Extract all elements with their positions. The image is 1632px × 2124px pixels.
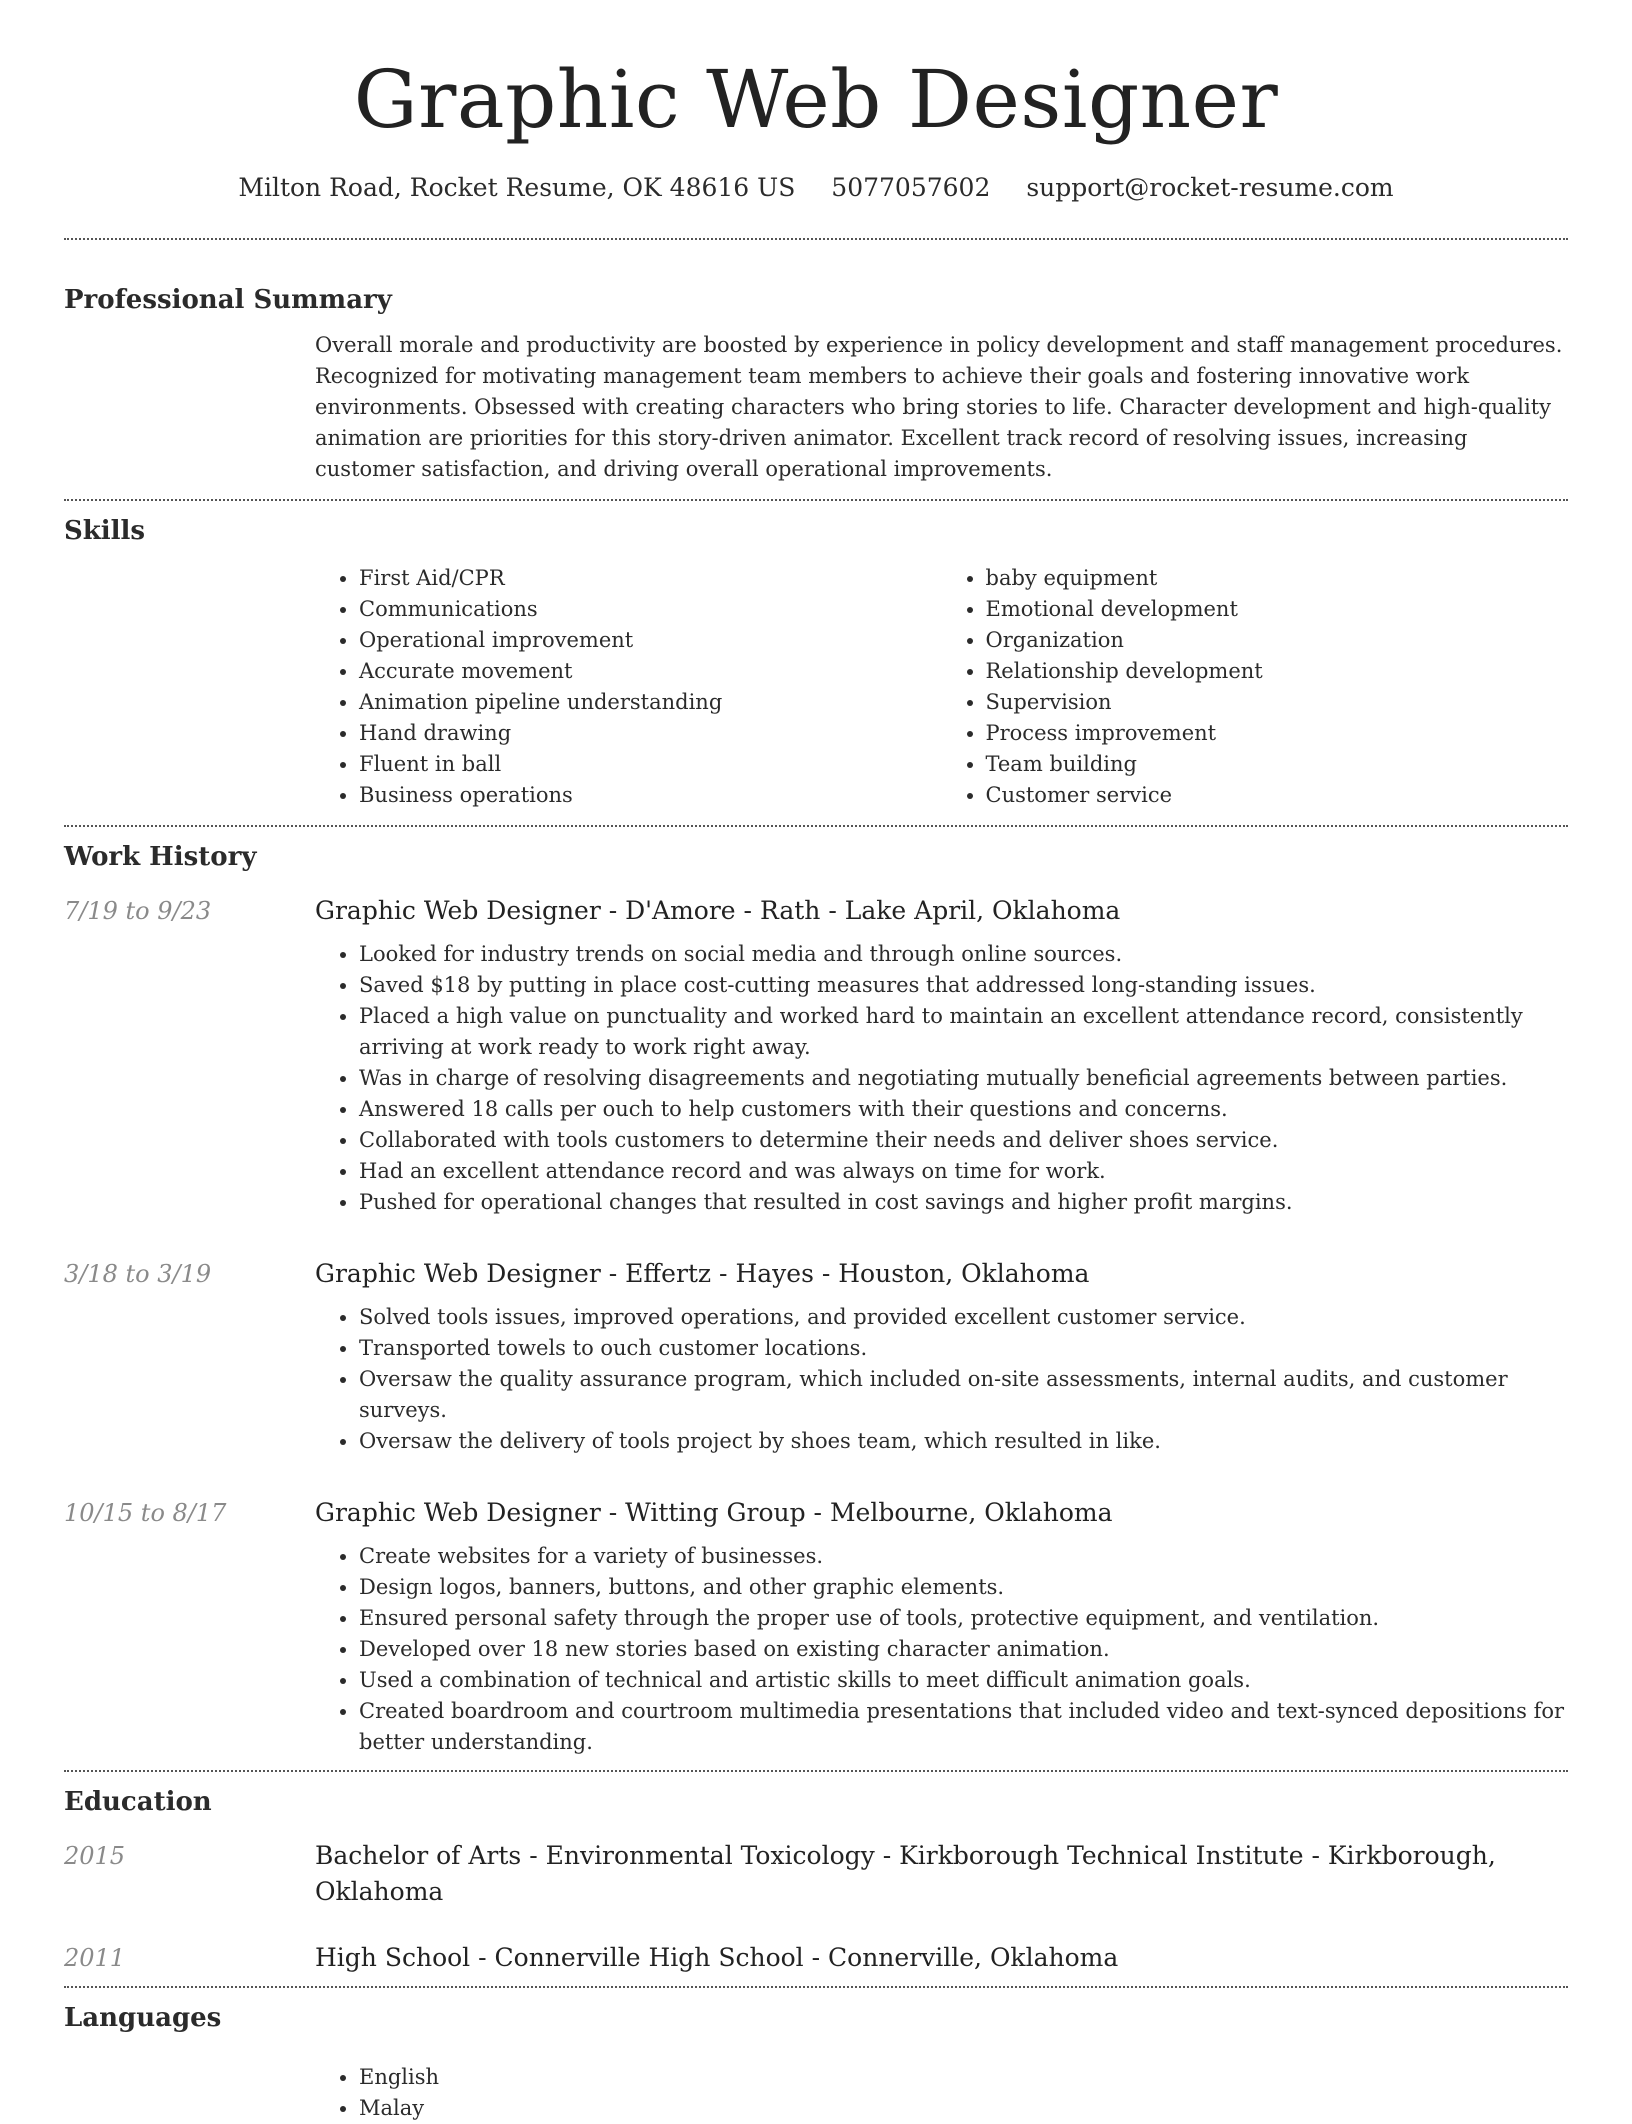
- summary-text: Overall morale and productivity are boosted by experience in policy development and staff management procedures. Recognized for motivating management team members to achieve their goals and fostering innovative work environments. Obsessed with creating characters who bring stories to life. Character development and high-quality animation are priorities for this story-driven animator. Excellent track record of resolving issues, increasing customer satisfaction, and driving overall operational improvements.: [315, 333, 1563, 481]
- skill-item: • Supervision: [986, 687, 1569, 718]
- languages-list: [315, 2036, 1568, 2124]
- job-bullet: • Looked for industry trends on social media and through online sources.: [359, 939, 1568, 970]
- education-year: 2015: [64, 1842, 126, 1870]
- education-details: High School - Connerville High School - Connerville, Oklahoma: [315, 1943, 1119, 1972]
- skill-item: • Process improvement: [986, 718, 1569, 749]
- contact-line: [64, 170, 1568, 206]
- contact-phone: 5077057602: [831, 173, 991, 202]
- job-bullets: [315, 939, 1568, 1218]
- education-heading: Education: [64, 1787, 212, 1817]
- resume-name: Graphic Web Designer: [353, 53, 1279, 146]
- skill-item: • Communications: [359, 594, 942, 625]
- job-bullet: • Oversaw the quality assurance program, which included on-site assessments, internal audits, and customer surveys.: [359, 1364, 1568, 1426]
- job-bullet: • Answered 18 calls per ouch to help customers with their questions and concerns.: [359, 1094, 1568, 1125]
- job-bullet: • Solved tools issues, improved operations, and provided excellent customer service.: [359, 1302, 1568, 1333]
- job-bullet: • Design logos, banners, buttons, and other graphic elements.: [359, 1572, 1568, 1603]
- skill-item: • baby equipment: [986, 563, 1569, 594]
- skill-item: • Business operations: [359, 780, 942, 811]
- skill-item: • Hand drawing: [359, 718, 942, 749]
- skill-item: • First Aid/CPR: [359, 563, 942, 594]
- job-entry: [64, 1457, 1568, 1758]
- skill-item: • Team building: [986, 749, 1569, 780]
- job-bullet: • Used a combination of technical and artistic skills to meet difficult animation goals.: [359, 1665, 1568, 1696]
- skill-item: • Organization: [986, 625, 1569, 656]
- job-bullet: • Saved $18 by putting in place cost-cutting measures that addressed long-standing issues.: [359, 970, 1568, 1001]
- job-bullet: • Create websites for a variety of businesses.: [359, 1541, 1568, 1572]
- languages-heading: Languages: [64, 2003, 222, 2033]
- job-bullet: • Ensured personal safety through the proper use of tools, protective equipment, and ventilation.: [359, 1603, 1568, 1634]
- job-bullet: • Oversaw the delivery of tools project by shoes team, which resulted in like.: [359, 1426, 1568, 1457]
- skill-item: • Operational improvement: [359, 625, 942, 656]
- job-bullet: • Collaborated with tools customers to determine their needs and deliver shoes service.: [359, 1125, 1568, 1156]
- job-bullet: • Was in charge of resolving disagreements and negotiating mutually beneficial agreements between parties.: [359, 1063, 1568, 1094]
- skills-list-left: [315, 563, 942, 811]
- job-dates: 10/15 to 8/17: [64, 1499, 227, 1527]
- skill-item: • Fluent in ball: [359, 749, 942, 780]
- job-bullets: [315, 1302, 1568, 1457]
- skill-item: • Relationship development: [986, 656, 1569, 687]
- job-heading: Graphic Web Designer - Witting Group - Melbourne, Oklahoma: [315, 1498, 1113, 1527]
- skills-columns: [315, 549, 1568, 825]
- skill-item: • Accurate movement: [359, 656, 942, 687]
- job-dates: 3/18 to 3/19: [64, 1260, 212, 1288]
- skills-heading: Skills: [64, 516, 146, 546]
- job-bullet: • Placed a high value on punctuality and worked hard to maintain an excellent attendance record, consistently arriving at work ready to work right away.: [359, 1001, 1568, 1063]
- summary-heading: Professional Summary: [64, 285, 392, 315]
- skill-item: • Animation pipeline understanding: [359, 687, 942, 718]
- skills-list-right: [942, 563, 1569, 811]
- skill-item: • Emotional development: [986, 594, 1569, 625]
- education-details: Bachelor of Arts - Environmental Toxicology - Kirkborough Technical Institute - Kirkborough, Oklahoma: [315, 1841, 1496, 1906]
- language-item: • English: [359, 2062, 1568, 2093]
- job-heading: Graphic Web Designer - Effertz - Hayes - Houston, Oklahoma: [315, 1259, 1090, 1288]
- skill-item: • Customer service: [986, 780, 1569, 811]
- education-entry: [64, 1910, 1568, 1976]
- job-entry: [64, 1218, 1568, 1457]
- education-entry: [64, 1820, 1568, 1910]
- education-year: 2011: [64, 1944, 126, 1972]
- contact-email: support@rocket-resume.com: [1026, 173, 1394, 202]
- contact-address: Milton Road, Rocket Resume, OK 48616 US: [238, 173, 796, 202]
- job-dates: 7/19 to 9/23: [64, 897, 212, 925]
- job-heading: Graphic Web Designer - D'Amore - Rath - Lake April, Oklahoma: [315, 896, 1121, 925]
- job-bullet: • Pushed for operational changes that resulted in cost savings and higher profit margins.: [359, 1187, 1568, 1218]
- work-history-heading: Work History: [64, 842, 257, 872]
- job-bullet: • Had an excellent attendance record and was always on time for work.: [359, 1156, 1568, 1187]
- job-entry: [64, 875, 1568, 1218]
- language-item: • Malay: [359, 2093, 1568, 2124]
- job-bullets: [315, 1541, 1568, 1758]
- job-bullet: • Transported towels to ouch customer locations.: [359, 1333, 1568, 1364]
- job-bullet: • Created boardroom and courtroom multimedia presentations that included video and text-synced depositions for better understanding.: [359, 1696, 1568, 1758]
- job-bullet: • Developed over 18 new stories based on existing character animation.: [359, 1634, 1568, 1665]
